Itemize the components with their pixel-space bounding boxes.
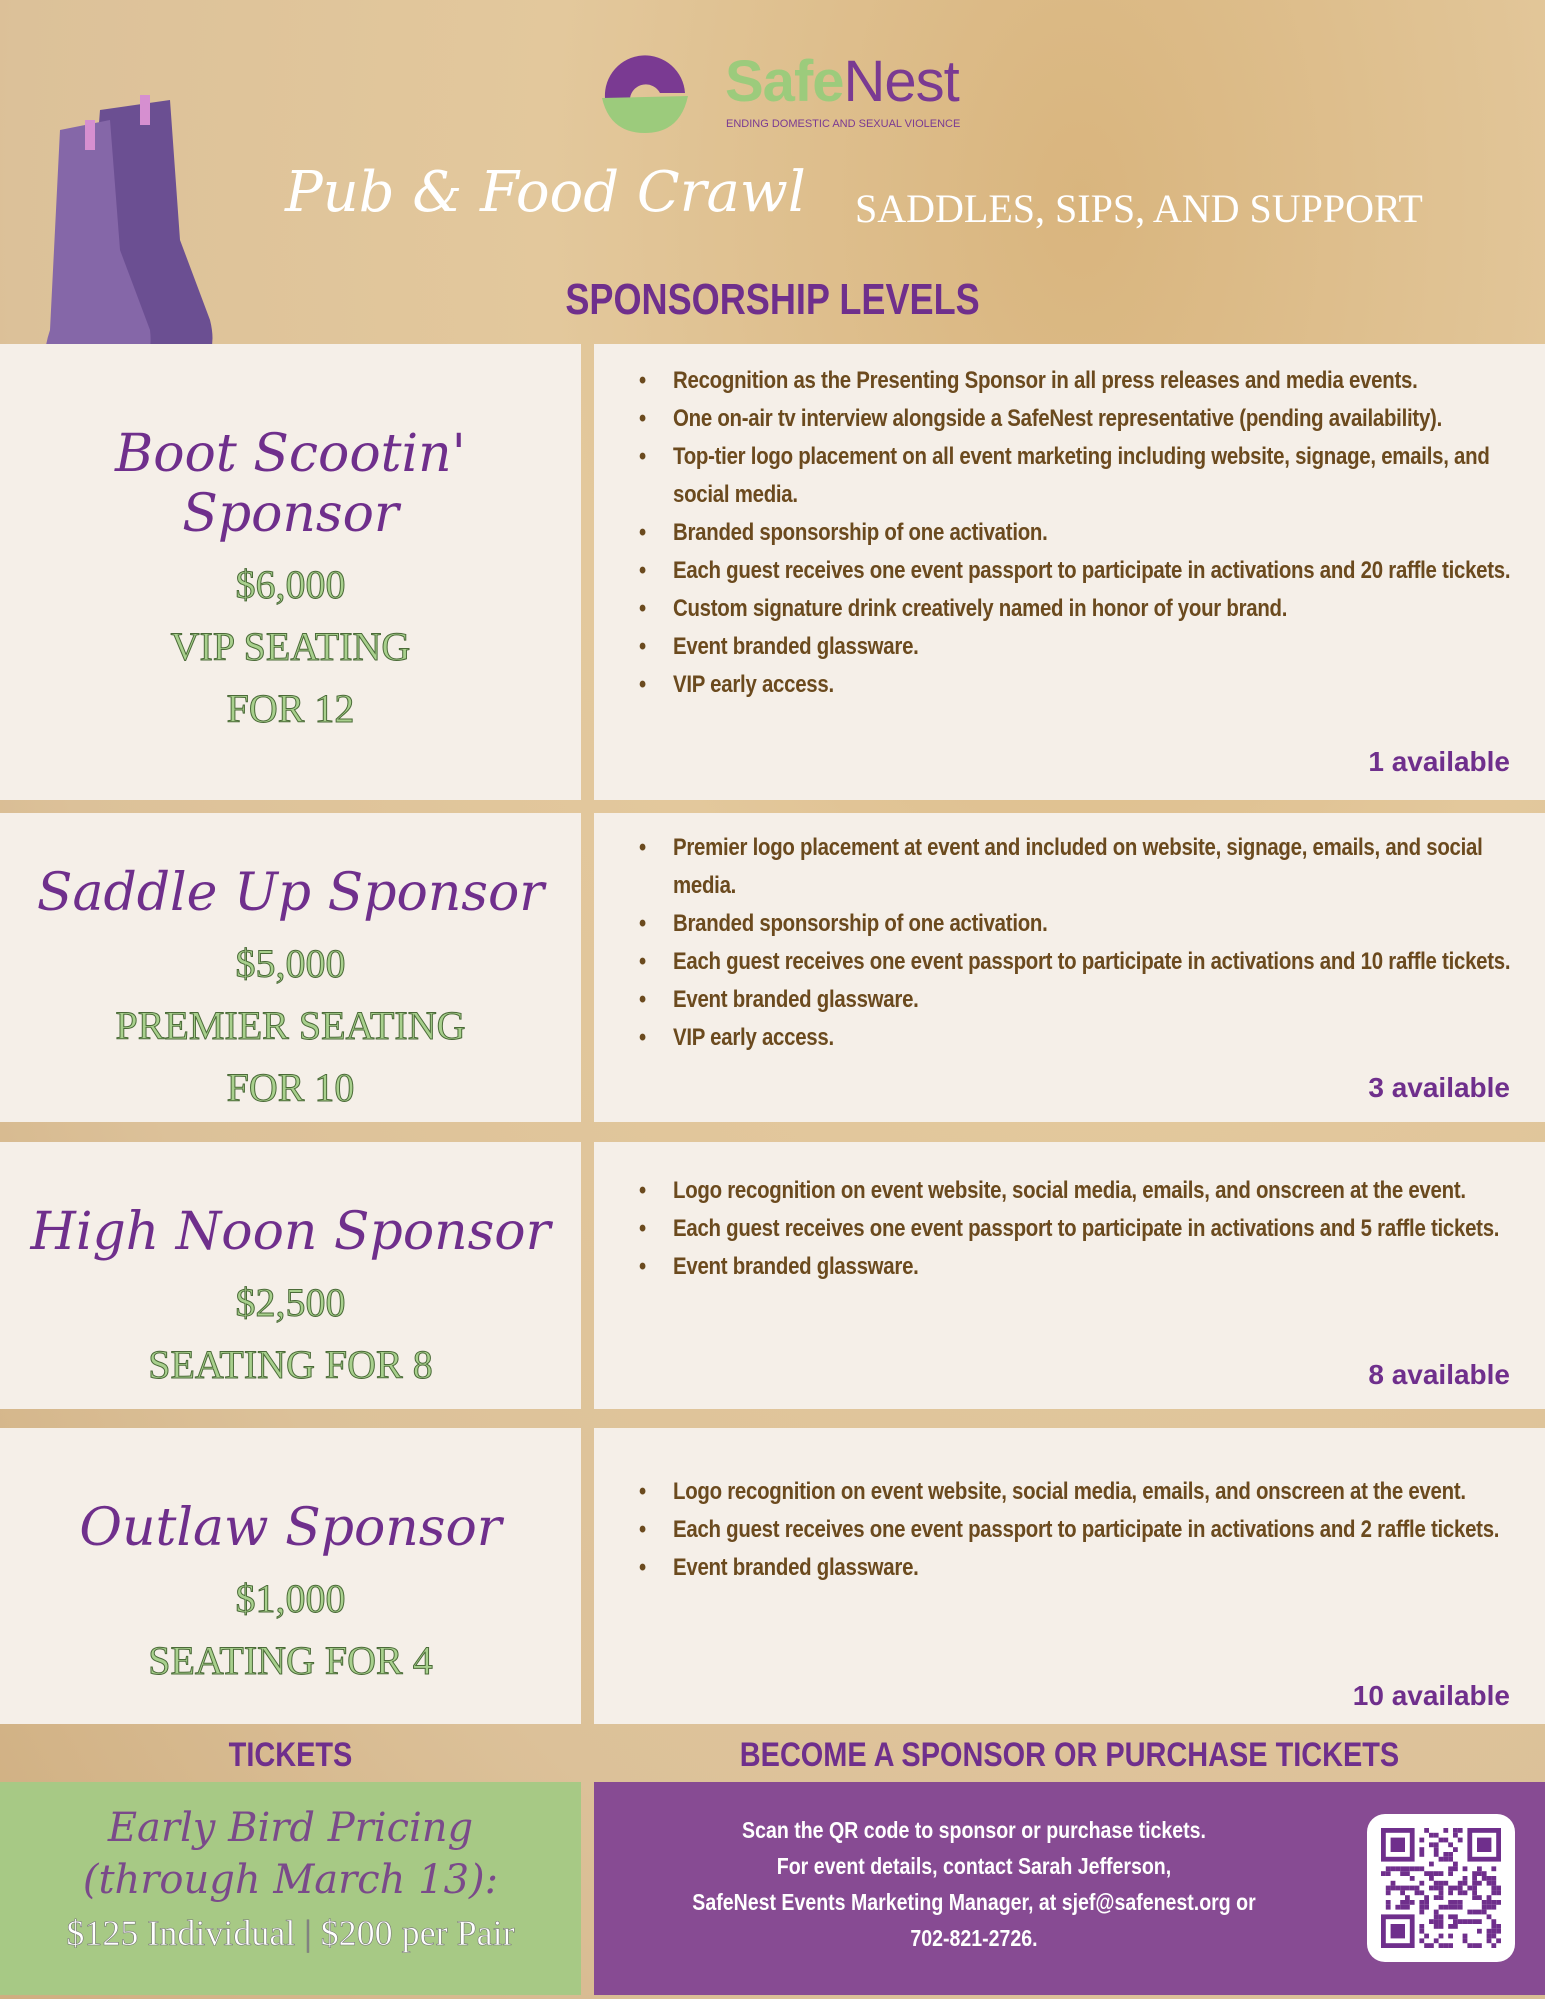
benefit-item: • Event branded glassware. xyxy=(639,981,1515,1019)
benefits-list xyxy=(639,362,1515,704)
pair-price: $200 per Pair xyxy=(320,1913,515,1953)
benefit-item: • Event branded glassware. xyxy=(639,1549,1515,1587)
benefit-item: • Recognition as the Presenting Sponsor in all press releases and media events. xyxy=(639,362,1515,400)
level-price: $1,000 xyxy=(235,1576,346,1621)
level-seating-line1: PREMIER SEATING xyxy=(115,1003,466,1048)
level-summary-panel xyxy=(0,813,581,1122)
benefit-item: • Premier logo placement at event and included on website, signage, emails, and social media. xyxy=(639,829,1515,905)
early-bird-line2: (through March 13): xyxy=(82,1857,499,1903)
benefit-item: • Each guest receives one event passport to participate in activations and 2 raffle tickets. xyxy=(639,1511,1515,1549)
tickets-heading: TICKETS xyxy=(228,1736,353,1774)
logo-name-nest: Nest xyxy=(843,49,959,114)
benefit-item: • Each guest receives one event passport to participate in activations and 10 raffle tickets. xyxy=(639,943,1515,981)
sponsor-cta-heading: BECOME A SPONSOR OR PURCHASE TICKETS xyxy=(739,1736,1400,1774)
benefits-list xyxy=(639,1172,1515,1286)
level-seating-line1: SEATING FOR 8 xyxy=(148,1342,433,1387)
level-summary-panel xyxy=(0,344,581,800)
benefit-item: • Top-tier logo placement on all event marketing including website, signage, emails, and social media. xyxy=(639,438,1515,514)
availability-badge: 1 available xyxy=(1368,746,1510,777)
benefit-item: • Logo recognition on event website, social media, emails, and onscreen at the event. xyxy=(639,1172,1515,1210)
early-bird-line1: Early Bird Pricing xyxy=(107,1805,474,1851)
benefit-item: • Each guest receives one event passport to participate in activations and 20 raffle tickets. xyxy=(639,552,1515,590)
benefit-item: • VIP early access. xyxy=(639,1019,1515,1057)
individual-price: $125 Individual xyxy=(66,1913,296,1953)
level-seating-line2: FOR 10 xyxy=(226,1065,355,1110)
benefit-item: • Custom signature drink creatively named in honor of your brand. xyxy=(639,590,1515,628)
price-divider: | xyxy=(304,1913,312,1953)
nest-logo-icon xyxy=(600,48,690,133)
availability-badge: 8 available xyxy=(1368,1359,1510,1390)
level-benefits-panel xyxy=(594,1428,1545,1724)
logo-name-safe: Safe xyxy=(725,49,844,114)
cta-line1: Scan the QR code to sponsor or purchase tickets. xyxy=(742,1817,1206,1843)
benefit-item: • Event branded glassware. xyxy=(639,628,1515,666)
level-benefits-panel xyxy=(594,813,1545,1122)
benefits-list xyxy=(639,829,1515,1057)
availability-badge: 10 available xyxy=(1352,1680,1510,1711)
level-price: $6,000 xyxy=(235,562,346,607)
benefit-item: • Event branded glassware. xyxy=(639,1248,1515,1286)
level-name: High Noon Sponsor xyxy=(30,1202,551,1262)
benefit-item: • Logo recognition on event website, social media, emails, and onscreen at the event. xyxy=(639,1473,1515,1511)
level-price: $5,000 xyxy=(235,941,346,986)
benefit-item: • Branded sponsorship of one activation. xyxy=(639,514,1515,552)
event-subtitle: SADDLES, SIPS, AND SUPPORT xyxy=(855,186,1423,231)
section-title: SPONSORSHIP LEVELS xyxy=(565,275,980,324)
qr-code-icon xyxy=(1381,1828,1501,1948)
level-benefits-panel xyxy=(594,344,1545,800)
level-name: Outlaw Sponsor xyxy=(79,1498,502,1558)
cta-line2: For event details, contact Sarah Jefferson, xyxy=(776,1853,1172,1879)
safenest-logo xyxy=(600,48,960,133)
level-price: $2,500 xyxy=(235,1280,346,1325)
cta-line3: SafeNest Events Marketing Manager, at sjef@safenest.org or xyxy=(692,1889,1256,1915)
level-benefits-panel xyxy=(594,1142,1545,1409)
benefits-list xyxy=(639,1473,1515,1587)
logo-tagline: ENDING DOMESTIC AND SEXUAL VIOLENCE xyxy=(726,118,961,130)
cta-line4: 702-821-2726. xyxy=(910,1925,1038,1951)
level-seating-line1: VIP SEATING xyxy=(170,624,411,669)
level-seating-line2: FOR 12 xyxy=(226,686,355,731)
level-name: Boot Scootin' Sponsor xyxy=(115,424,466,544)
level-name: Saddle Up Sponsor xyxy=(36,863,545,923)
event-title-script: Pub & Food Crawl xyxy=(285,160,806,225)
level-summary-panel xyxy=(0,1428,581,1724)
availability-badge: 3 available xyxy=(1368,1072,1510,1103)
level-summary-panel xyxy=(0,1142,581,1409)
sponsor-cta-panel xyxy=(594,1782,1545,1995)
benefit-item: • Each guest receives one event passport to participate in activations and 5 raffle tickets. xyxy=(639,1210,1515,1248)
benefit-item: • VIP early access. xyxy=(639,666,1515,704)
qr-code[interactable] xyxy=(1367,1814,1515,1962)
benefit-item: • Branded sponsorship of one activation. xyxy=(639,905,1515,943)
benefit-item: • One on-air tv interview alongside a SafeNest representative (pending availability). xyxy=(639,400,1515,438)
tickets-panel xyxy=(0,1782,581,1995)
level-seating-line1: SEATING FOR 4 xyxy=(148,1638,433,1683)
